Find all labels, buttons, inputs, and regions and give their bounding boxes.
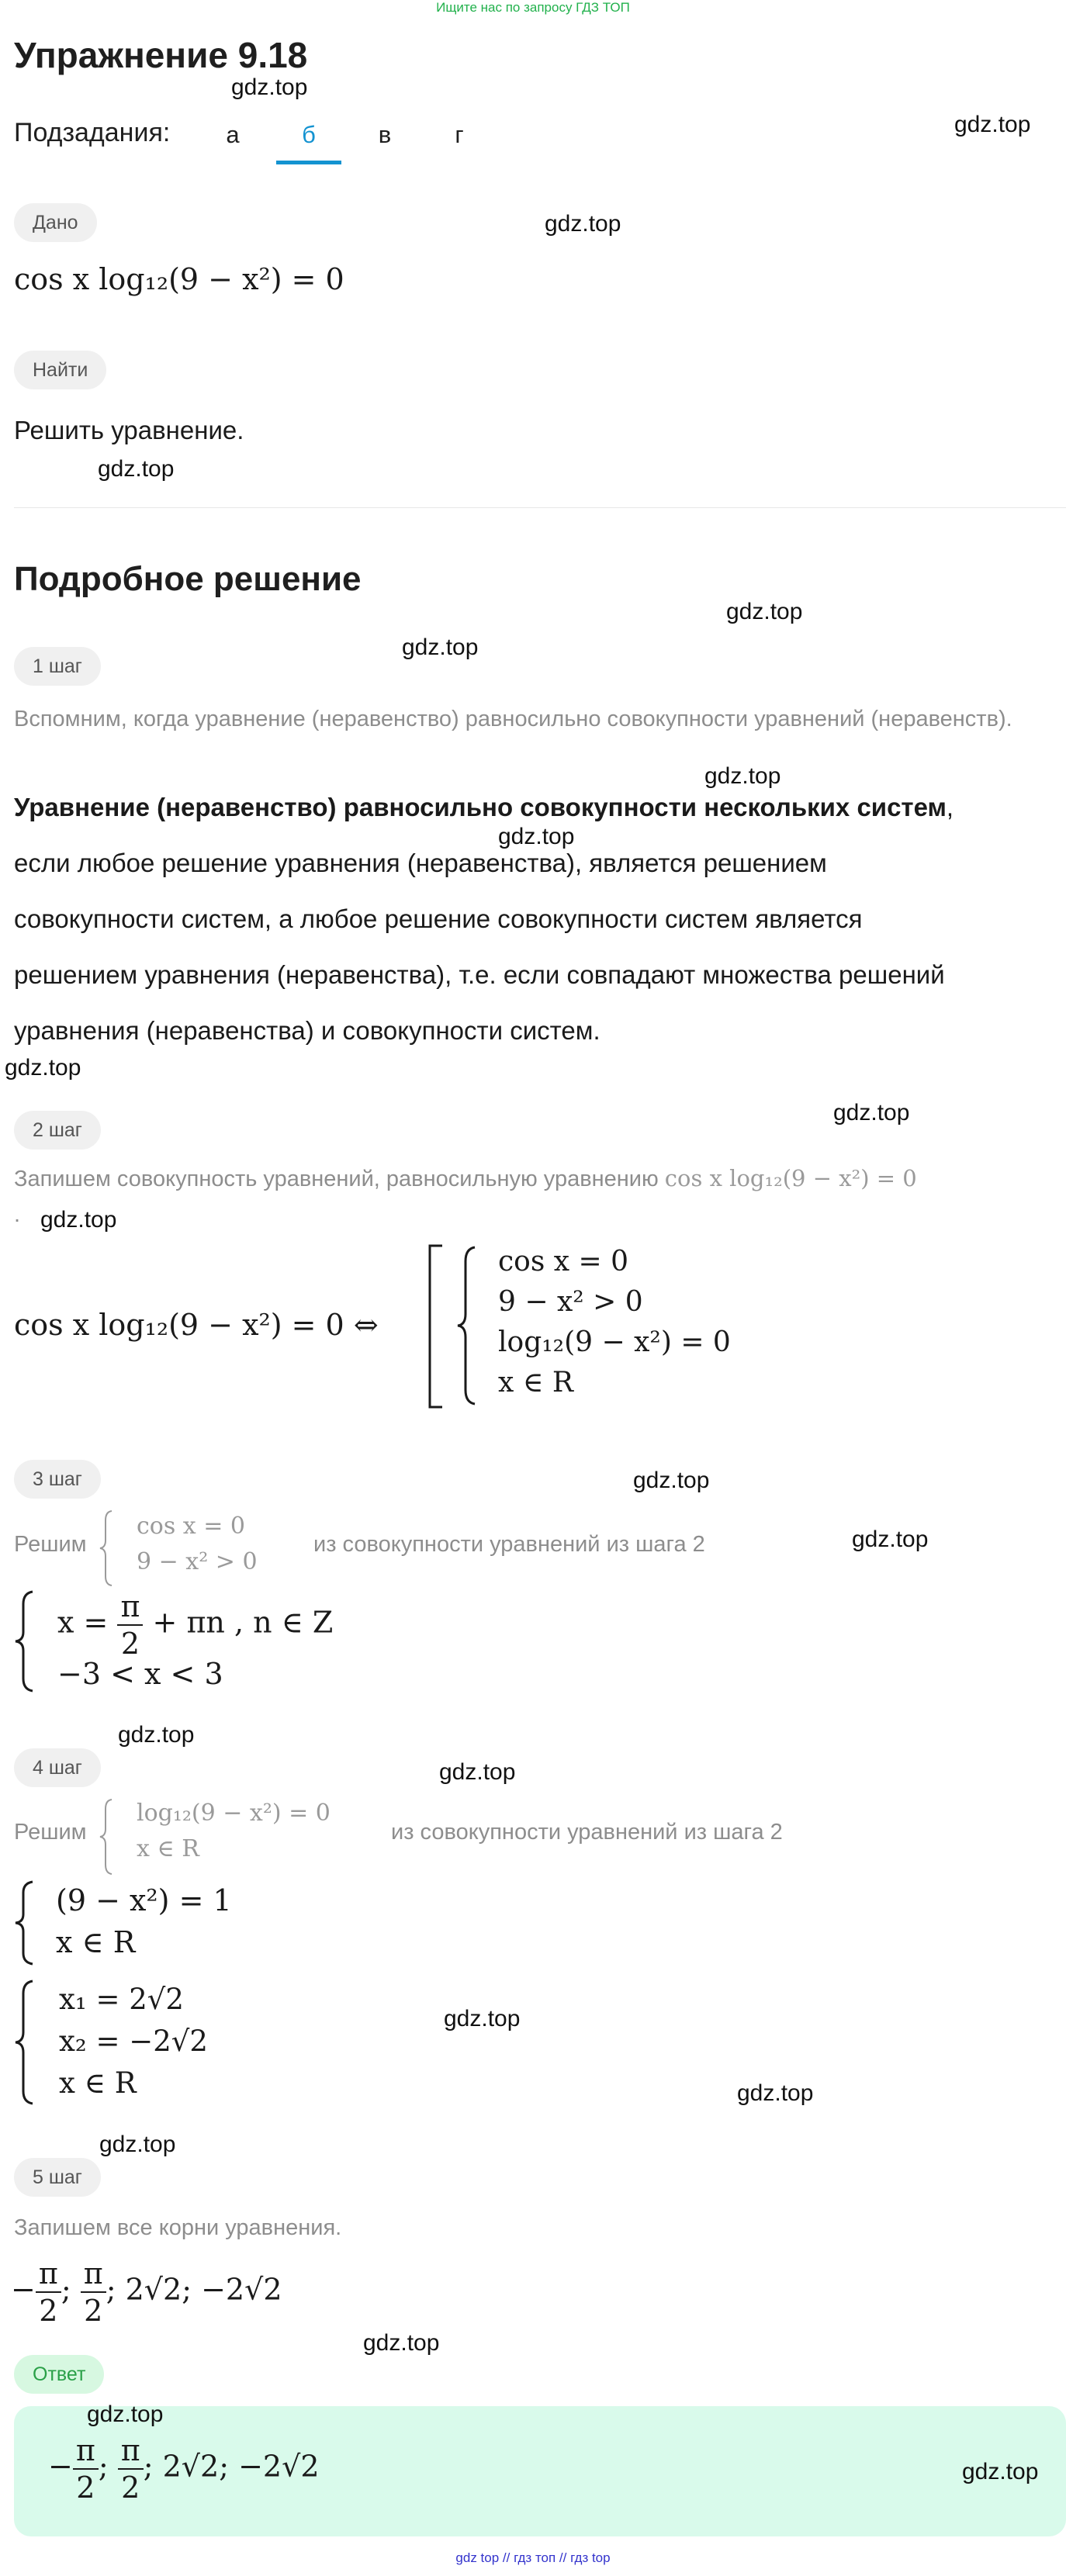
step3-sys-1: cos x = 0 bbox=[137, 1513, 246, 1540]
step3-result-line-1 bbox=[57, 1589, 334, 1661]
tab-a[interactable]: а bbox=[226, 121, 240, 148]
given-equation: cos x log₁₂(9 − x²) = 0 bbox=[14, 262, 344, 296]
root1-den: 2 bbox=[39, 2294, 58, 2328]
watermark: gdz.top bbox=[5, 1055, 81, 1081]
watermark: gdz.top bbox=[498, 824, 575, 849]
step5-roots bbox=[11, 2256, 282, 2328]
watermark: gdz.top bbox=[363, 2330, 440, 2356]
root-3: 2√2; bbox=[125, 2272, 192, 2307]
root1-num: π bbox=[36, 2259, 61, 2293]
system-line-4: x ∈ R bbox=[498, 1367, 573, 1399]
answer1-den: 2 bbox=[76, 2471, 95, 2505]
step4-sys3-line-3: x ∈ R bbox=[59, 2066, 137, 2100]
root-sep-2: ; bbox=[106, 2272, 116, 2307]
step4-sys-2: x ∈ R bbox=[137, 1835, 199, 1862]
watermark: gdz.top bbox=[444, 2006, 521, 2031]
step3-pill: 3 шаг bbox=[14, 1460, 101, 1499]
step3-small-brace bbox=[98, 1509, 115, 1587]
step4-sys2-line-2: x ∈ R bbox=[56, 1925, 136, 1959]
step1-line3: совокупности систем, а любое решение совокупности систем является bbox=[14, 904, 863, 933]
step4-sys3-line-1: x₁ = 2√2 bbox=[59, 1983, 184, 2016]
step3-sys-2: 9 − x² > 0 bbox=[137, 1548, 258, 1575]
step1-comma: , bbox=[946, 793, 954, 821]
step4-sys3-line-2: x₂ = −2√2 bbox=[59, 2024, 208, 2058]
watermark: gdz.top bbox=[633, 1468, 710, 1493]
step1-pill: 1 шаг bbox=[14, 647, 101, 686]
watermark: gdz.top bbox=[962, 2459, 1039, 2484]
answer1-num: π bbox=[73, 2436, 99, 2470]
collection-bracket bbox=[427, 1244, 445, 1409]
step1-line2: если любое решение уравнения (неравенства), является решением bbox=[14, 849, 827, 877]
answer-sep-2: ; bbox=[143, 2449, 154, 2484]
page-title: Упражнение 9.18 bbox=[14, 35, 308, 75]
watermark: gdz.top bbox=[99, 2132, 176, 2157]
step4-sys2-brace bbox=[14, 1880, 37, 1966]
find-text: Решить уравнение. bbox=[14, 416, 244, 444]
answer-root-4: −2√2 bbox=[238, 2449, 320, 2484]
watermark: gdz.top bbox=[726, 599, 803, 624]
watermark: gdz.top bbox=[87, 2401, 164, 2427]
step1-bold: Уравнение (неравенство) равносильно совокупности нескольких систем bbox=[14, 793, 947, 821]
answer-minus: − bbox=[48, 2449, 73, 2484]
pi-over-2-fraction bbox=[117, 1589, 143, 1661]
step1-line5: уравнения (неравенства) и совокупности систем. bbox=[14, 1016, 600, 1045]
watermark: gdz.top bbox=[737, 2080, 814, 2106]
step3-tail: + πn , n ∈ Z bbox=[152, 1605, 334, 1640]
frac-num: π bbox=[117, 1592, 143, 1626]
watermark: gdz.top bbox=[40, 1207, 117, 1233]
step4-small-brace bbox=[98, 1798, 115, 1876]
step4-pill: 4 шаг bbox=[14, 1748, 101, 1787]
watermark: gdz.top bbox=[852, 1527, 929, 1552]
step5-pill: 5 шаг bbox=[14, 2158, 101, 2197]
given-pill: Дано bbox=[14, 203, 97, 242]
step4-sys-1: log₁₂(9 − x²) = 0 bbox=[137, 1800, 331, 1827]
watermark: gdz.top bbox=[954, 112, 1031, 137]
answer-roots bbox=[48, 2433, 320, 2505]
find-pill: Найти bbox=[14, 351, 106, 389]
step4-sys2-line-1: (9 − x²) = 1 bbox=[56, 1883, 232, 1917]
answer-sep-1: ; bbox=[98, 2449, 109, 2484]
watermark: gdz.top bbox=[402, 634, 479, 660]
step4-sys3-brace bbox=[14, 1980, 37, 2105]
watermark: gdz.top bbox=[231, 74, 308, 100]
root2-den: 2 bbox=[84, 2294, 103, 2328]
step3-x-eq: x = bbox=[57, 1605, 109, 1640]
answer-fraction-1 bbox=[73, 2433, 99, 2505]
system-brace bbox=[456, 1246, 479, 1406]
answer2-den: 2 bbox=[121, 2471, 140, 2505]
watermark: gdz.top bbox=[118, 1722, 195, 1748]
subtasks-label: Подзадания: bbox=[14, 118, 171, 147]
frac-den: 2 bbox=[120, 1627, 140, 1661]
divider bbox=[14, 507, 1066, 508]
root2-num: π bbox=[81, 2259, 106, 2293]
answer2-num: π bbox=[118, 2436, 144, 2470]
answer-pill: Ответ bbox=[14, 2355, 104, 2394]
step3-result-brace bbox=[14, 1590, 37, 1693]
watermark: gdz.top bbox=[98, 456, 175, 482]
watermark: gdz.top bbox=[439, 1759, 516, 1785]
footer-links[interactable]: gdz top // гдз топ // гдз top bbox=[455, 2550, 611, 2565]
system-line-2: 9 − x² > 0 bbox=[498, 1286, 643, 1318]
watermark: gdz.top bbox=[704, 763, 781, 789]
step2-lhs: cos x log₁₂(9 − x²) = 0 ⇔ bbox=[14, 1308, 379, 1342]
step2-intro-eq: cos x log₁₂(9 − x²) = 0 bbox=[664, 1165, 917, 1191]
system-line-3: log₁₂(9 − x²) = 0 bbox=[498, 1326, 731, 1358]
step3-result-line-2: −3 < x < 3 bbox=[57, 1657, 223, 1691]
watermark: gdz.top bbox=[833, 1100, 910, 1125]
step2-intro: Запишем совокупность уравнений, равносильную уравнению bbox=[14, 1167, 659, 1191]
step4-pre: Решим bbox=[14, 1820, 87, 1845]
system-line-1: cos x = 0 bbox=[498, 1246, 629, 1278]
step3-post: из совокупности уравнений из шага 2 bbox=[313, 1532, 705, 1557]
step2-intro-end: . bbox=[14, 1202, 21, 1227]
tab-v[interactable]: в bbox=[378, 121, 392, 148]
top-hint: Ищите нас по запросу ГДЗ ТОП bbox=[436, 0, 630, 15]
watermark: gdz.top bbox=[545, 211, 621, 237]
step2-intro-line bbox=[14, 1165, 917, 1192]
step3-pre: Решим bbox=[14, 1532, 87, 1557]
tab-g[interactable]: г bbox=[455, 121, 464, 148]
step4-post: из совокупности уравнений из шага 2 bbox=[391, 1820, 783, 1845]
step5-intro: Запишем все корни уравнения. bbox=[14, 2215, 342, 2240]
root-fraction-1 bbox=[36, 2256, 61, 2328]
tab-b[interactable]: б bbox=[276, 101, 341, 164]
root-fraction-2 bbox=[81, 2256, 106, 2328]
answer-fraction-2 bbox=[118, 2433, 144, 2505]
root-minus: − bbox=[11, 2272, 36, 2307]
step1-intro: Вспомним, когда уравнение (неравенство) равносильно совокупности уравнений (неравенств). bbox=[14, 707, 1012, 731]
answer-root-3: 2√2; bbox=[162, 2449, 229, 2484]
step1-line1 bbox=[14, 793, 954, 822]
root-4: −2√2 bbox=[201, 2272, 282, 2307]
step1-line4: решением уравнения (неравенства), т.е. если совпадают множества решений bbox=[14, 960, 945, 989]
solution-title: Подробное решение bbox=[14, 560, 362, 598]
root-sep-1: ; bbox=[61, 2272, 71, 2307]
step2-pill: 2 шаг bbox=[14, 1111, 101, 1150]
